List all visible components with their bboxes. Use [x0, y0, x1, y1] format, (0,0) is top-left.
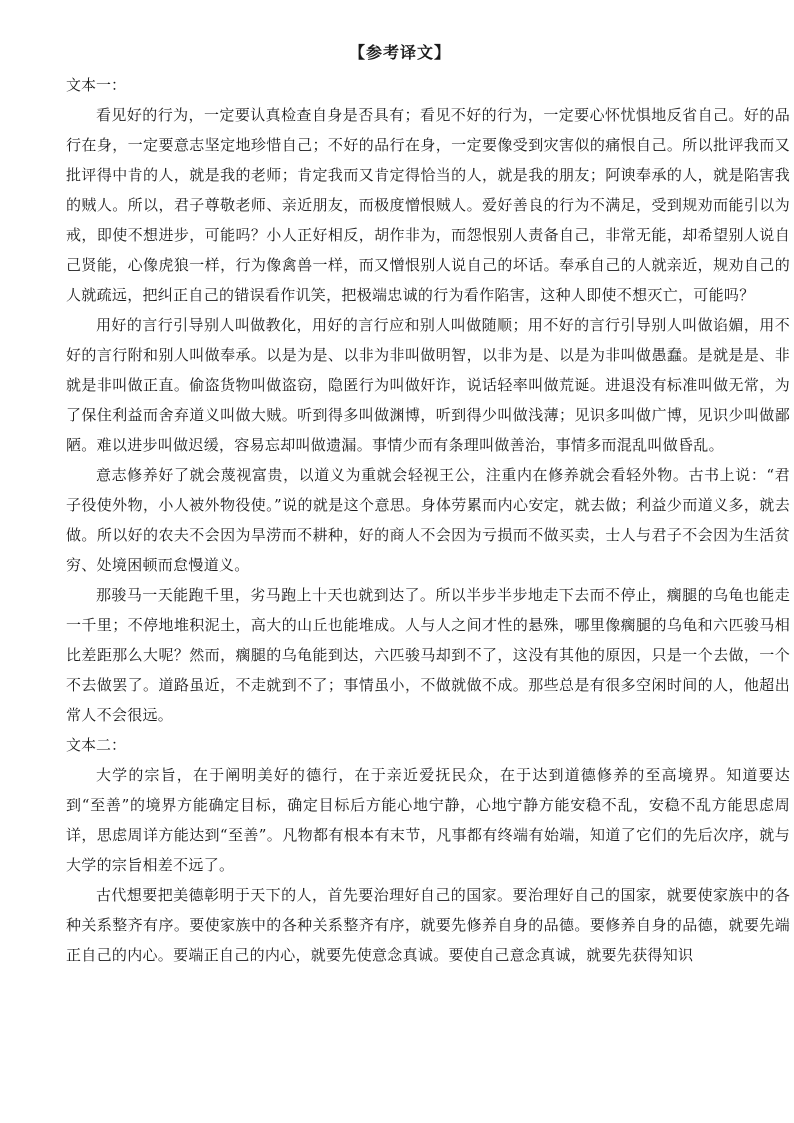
document-page	[66, 36, 790, 970]
section-label: 文本一：	[66, 76, 127, 94]
paragraph: 大学的宗旨，在于阐明美好的德行，在于亲近爱抚民众，在于达到道德修养的至高境界。知道要达到“至善”的境界方能确定目标，确定目标后方能心地宁静，心地宁静方能安稳不乱，安稳不乱方能思虑周详，思虑周详方能达到“至善”。凡物都有根本有末节，凡事都有终端有始端，知道了它们的先后次序，就与大学的宗旨相差不远了。	[66, 766, 790, 874]
paragraph: 那骏马一天能跑千里，劣马跑上十天也就到达了。所以半步半步地走下去而不停止，瘸腿的乌龟也能走一千里；不停地堆积泥土，高大的山丘也能堆成。人与人之间才性的悬殊，哪里像瘸腿的乌龟和六匹骏马相比差距那么大呢？然而，瘸腿的乌龟能到达，六匹骏马却到不了，这没有其他的原因，只是一个去做，一个不去做罢了。道路虽近，不走就到不了；事情虽小，不做就做不成。那些总是有很多空闲时间的人，他超出常人不会很远。	[66, 586, 790, 724]
paragraph: 用好的言行引导别人叫做教化，用好的言行应和别人叫做随顺；用不好的言行引导别人叫做谄媚，用不好的言行附和别人叫做奉承。以是为是、以非为非叫做明智，以非为是、以是为非叫做愚蠢。是就是是、非就是非叫做正直。偷盗货物叫做盗窃，隐匿行为叫做奸诈，说话轻率叫做荒诞。进退没有标准叫做无常，为了保住利益而舍弃道义叫做大贼。听到得多叫做渊博，听到得少叫做浅薄；见识多叫做广博，见识少叫做鄙陋。难以进步叫做迟缓，容易忘却叫做遗漏。事情少而有条理叫做善治，事情多而混乱叫做昏乱。	[66, 316, 790, 454]
section-text-two	[66, 730, 790, 970]
paragraph: 古代想要把美德彰明于天下的人，首先要治理好自己的国家。要治理好自己的国家，就要使家族中的各种关系整齐有序。要使家族中的各种关系整齐有序，就要先修养自身的品德。要修养自身的品德，就要先端正自己的内心。要端正自己的内心，就要先使意念真诚。要使自己意念真诚，就要先获得知识	[66, 886, 790, 964]
section-label: 文本二：	[66, 736, 127, 754]
paragraph: 意志修养好了就会蔑视富贵，以道义为重就会轻视王公，注重内在修养就会看轻外物。古书上说：“君子役使外物，小人被外物役使。”说的就是这个意思。身体劳累而内心安定，就去做；利益少而道义多，就去做。所以好的农夫不会因为旱涝而不耕种，好的商人不会因为亏损而不做买卖，士人与君子不会因为生活贫穷、处境困顿而怠慢道义。	[66, 466, 790, 574]
section-text-one	[66, 70, 790, 730]
document-title: 【参考译文】	[348, 43, 451, 62]
paragraph: 看见好的行为，一定要认真检查自身是否具有；看见不好的行为，一定要心怀忧惧地反省自己。好的品行在身，一定要意志坚定地珍惜自己；不好的品行在身，一定要像受到灾害似的痛恨自己。所以批评我而又批评得中肯的人，就是我的老师；肯定我而又肯定得恰当的人，就是我的朋友；阿谀奉承的人，就是陷害我的贼人。所以，君子尊敬老师、亲近朋友，而极度憎恨贼人。爱好善良的行为不满足，受到规劝而能引以为戒，即使不想进步，可能吗？小人正好相反，胡作非为，而怨恨别人责备自己，非常无能，却希望别人说自己贤能，心像虎狼一样，行为像禽兽一样，而又憎恨别人说自己的坏话。奉承自己的人就亲近，规劝自己的人就疏远，把纠正自己的错误看作讥笑，把极端忠诚的行为看作陷害，这种人即使不想灭亡，可能吗？	[66, 106, 790, 304]
